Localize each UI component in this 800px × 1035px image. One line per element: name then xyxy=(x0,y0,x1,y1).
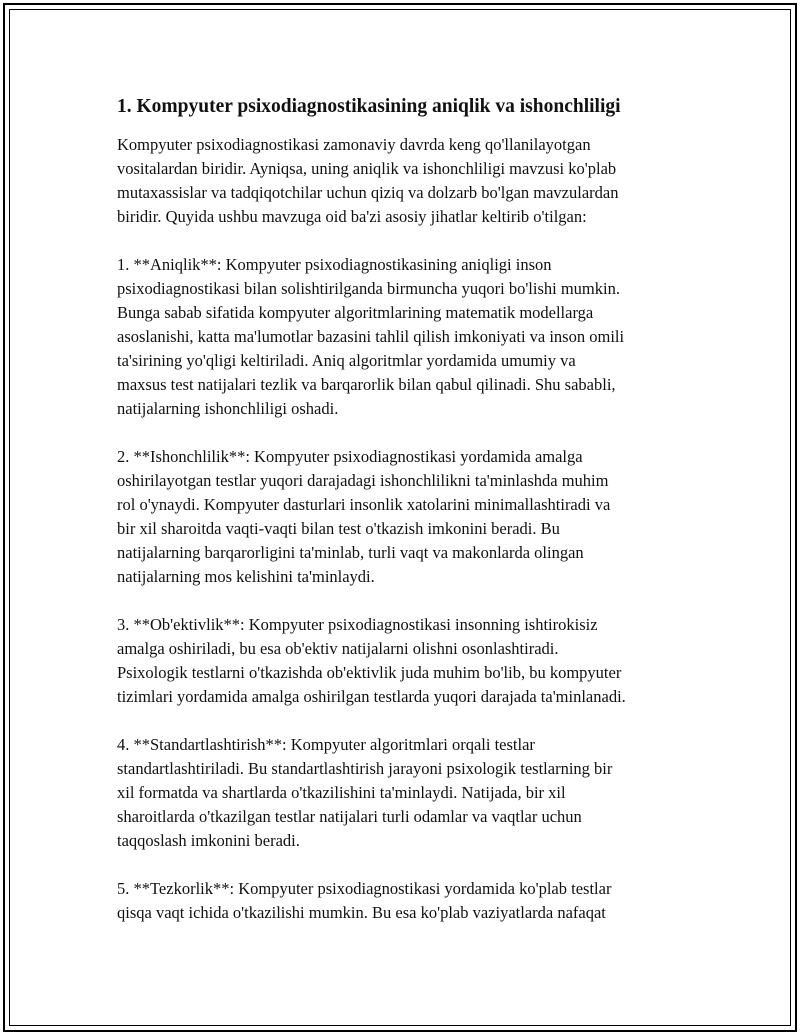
paragraph-obektivlik: 3. **Ob'ektivlik**: Kompyuter psixodiagnostikasi insonning ishtirokisiz amalga oshiriladi, bu esa ob'ektiv natijalarni olishni osonlashtiradi. Psixologik testlarni o'tkazishda ob'ektivlik juda muhim bo'lib, bu kompyuter tizimlari yordamida amalga oshirilgan testlarda yuqori darajada ta'minlanadi. xyxy=(117,615,626,706)
intro-paragraph: Kompyuter psixodiagnostikasi zamonaviy davrda keng qo'llanilayotgan vositalardan biridir. Ayniqsa, uning aniqlik va ishonchliligi mavzusi ko'plab mutaxassislar va tadqiqotchilar uchun qiziq va dolzarb bo'lgan mavzulardan biridir. Quyida ushbu mavzuga oid ba'zi asosiy jihatlar keltirib o'tilgan: xyxy=(117,135,619,226)
paragraph-aniqlik: 1. **Aniqlik**: Kompyuter psixodiagnostikasining aniqligi inson psixodiagnostikasi bilan solishtirilganda birmuncha yuqori bo'lishi mumkin. Bunga sabab sifatida kompyuter algoritmlarining matematik modellarga asoslanishi, katta ma'lumotlar bazasini tahlil qilish imkoniyati va inson omili ta'sirining yo'qligi keltiriladi. Aniq algoritmlar yordamida umumiy va maxsus test natijalari tezlik va barqarorlik bilan qabul qilinadi. Shu sababli, natijalarning ishonchliligi oshadi. xyxy=(117,255,625,418)
paragraph-standartlashtirish: 4. **Standartlashtirish**: Kompyuter algoritmlari orqali testlar standartlashtiriladi. Bu standartlashtirish jarayoni psixologik testlarning bir xil formatda va shartlarda o'tkazilishini ta'minlaydi. Natijada, bir xil sharoitlarda o'tkazilgan testlar natijalari turli odamlar va vaqtlar uchun taqqoslash imkonini beradi. xyxy=(117,735,613,850)
paragraph-ishonchlilik: 2. **Ishonchlilik**: Kompyuter psixodiagnostikasi yordamida amalga oshirilayotgan testlar yuqori darajadagi ishonchlilikni ta'minlashda muhim rol o'ynaydi. Kompyuter dasturlari insonlik xatolarini minimallashtiradi va bir xil sharoitda vaqti-vaqti bilan test o'tkazish imkonini beradi. Bu natijalarning barqarorligini ta'minlab, turli vaqt va makonlarda olingan natijalarning mos kelishini ta'minlaydi. xyxy=(117,447,611,586)
document-title: 1. Kompyuter psixodiagnostikasining aniqlik va ishonchliligi xyxy=(117,96,621,117)
document-body xyxy=(117,95,692,949)
paragraph-tezkorlik: 5. **Tezkorlik**: Kompyuter psixodiagnostikasi yordamida ko'plab testlar qisqa vaqt ichida o'tkazilishi mumkin. Bu esa ko'plab vaziyatlarda nafaqat xyxy=(117,879,612,922)
